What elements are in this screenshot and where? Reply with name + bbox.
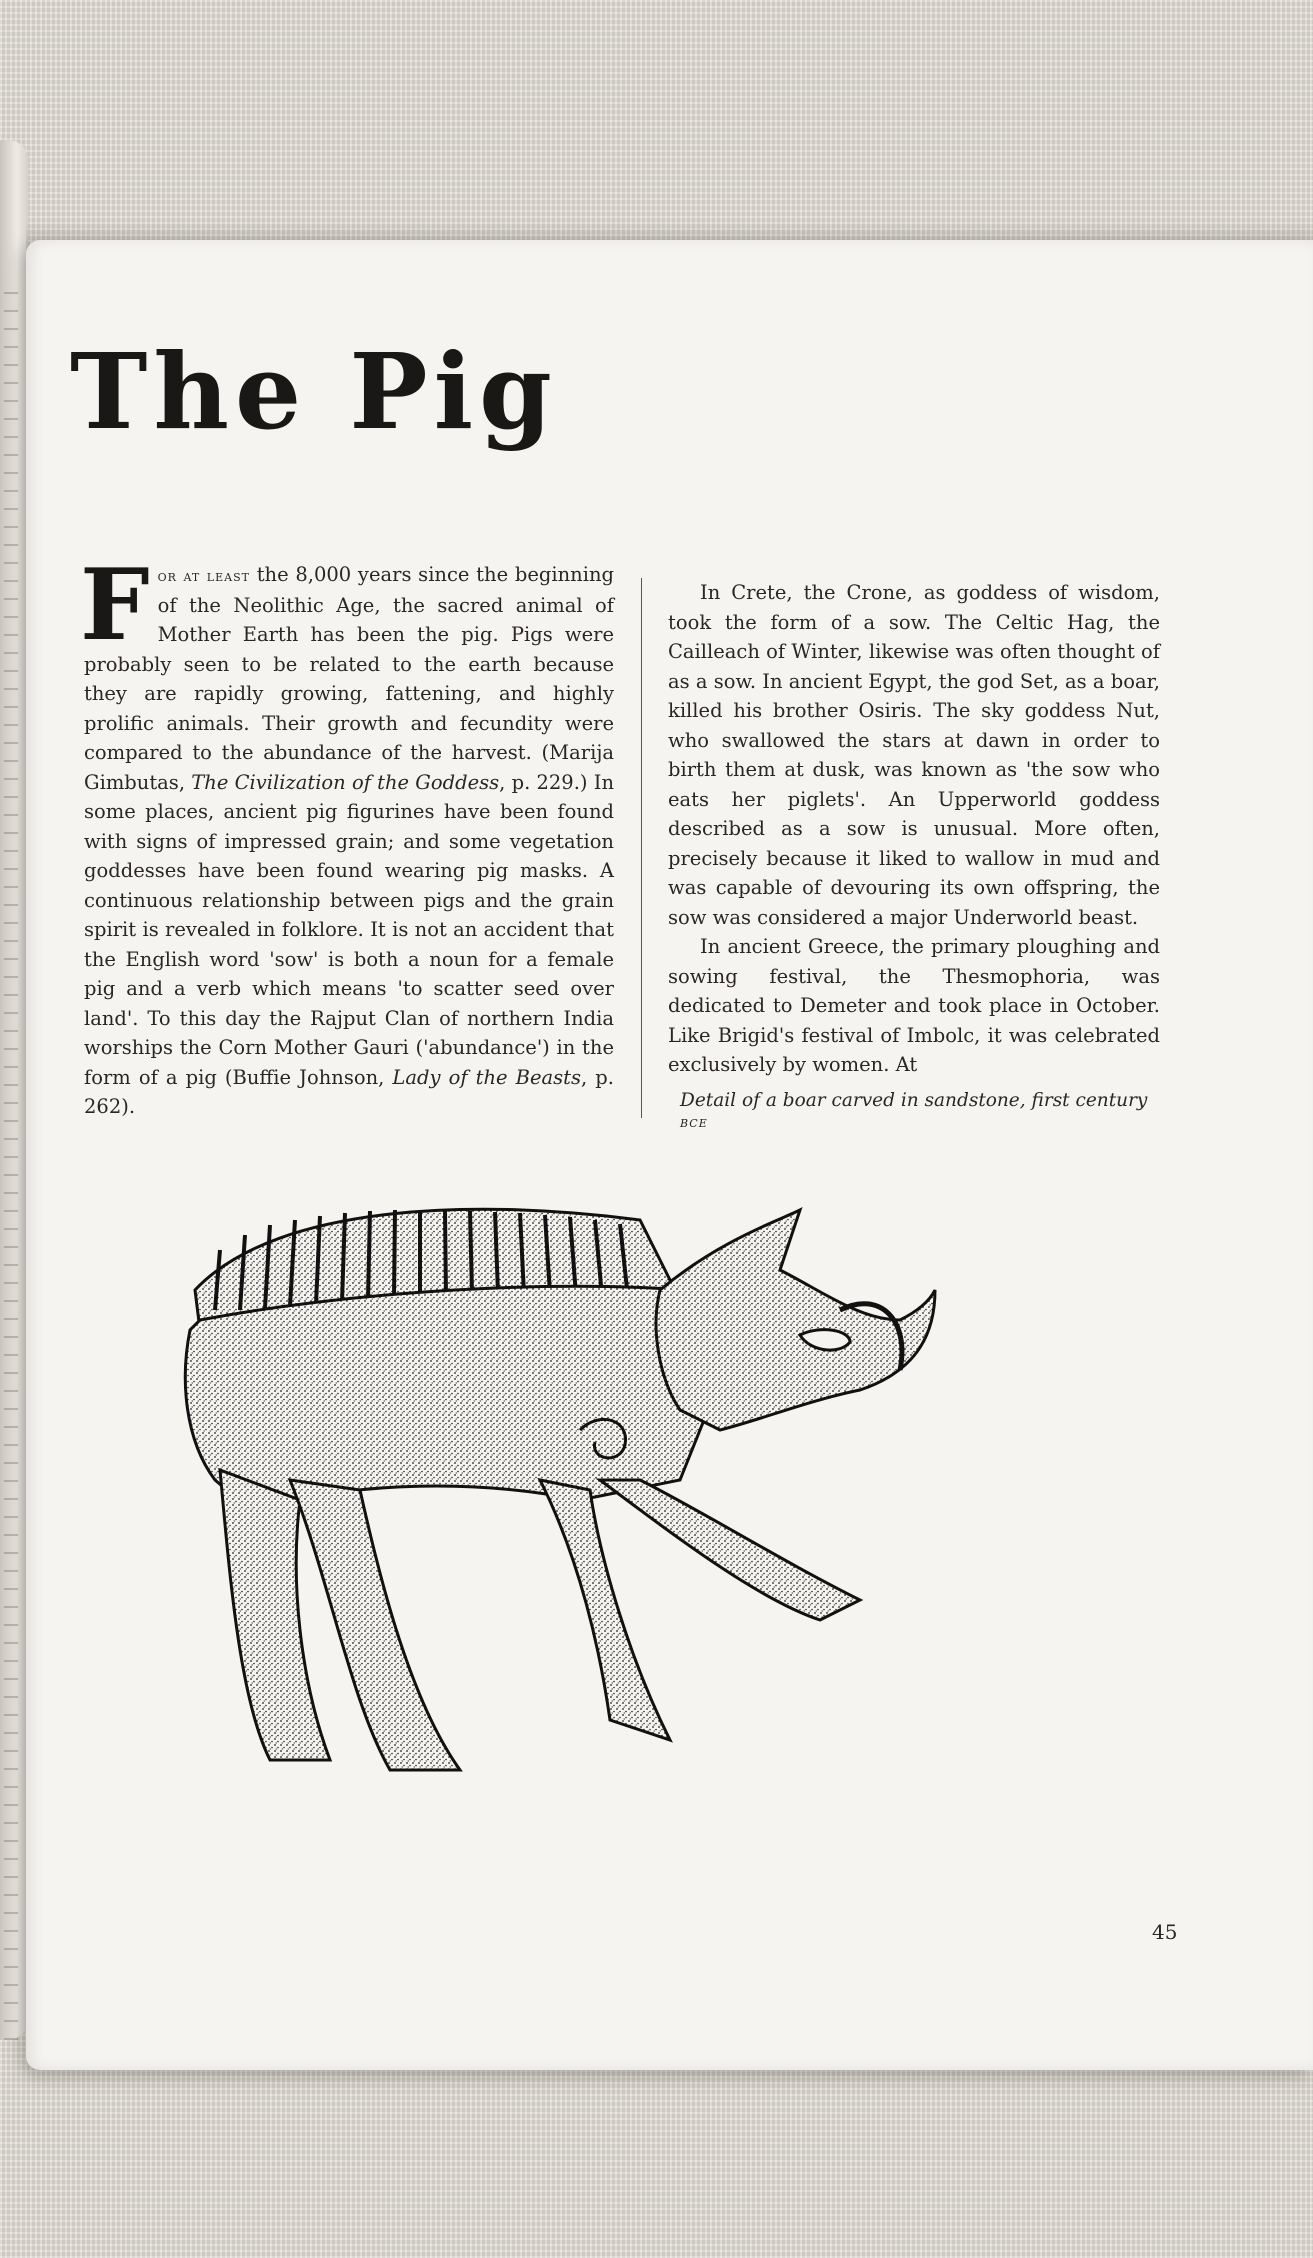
right-column: [668, 578, 1160, 1080]
drop-cap: F: [80, 548, 150, 663]
citation-rest-1: , p. 229.) In some places, ancient pig figurines have been found with signs of impressed grain; and some vegetation goddesses have been found wearing pig masks. A continuous relationship between pigs and the grain spirit is revealed in folklore. It is not an accident that the English word 'sow' is both a noun for a female pig and a verb which means 'to scatter seed over land'. To this day the Rajput Clan of northern India worships the Corn Mother Gauri ('abundance') in the form of a pig (Buffie Johnson,: [84, 770, 615, 1089]
caption-text: Detail of a boar carved in sandstone, first century: [680, 1090, 1148, 1111]
citation-title-1: The Civilization of the Goddess: [191, 770, 500, 794]
left-column: [80, 548, 615, 1122]
citation-title-2: Lady of the Beasts: [392, 1065, 582, 1089]
boar-illustration: [160, 1180, 1090, 1900]
left-body-text: the 8,000 years since the beginning of the Neolithic Age, the sacred animal of Mother Earth has been the pig. Pigs were probably seen to be related to the earth because they are rapidly growing, fattening, and highly prolific animals. Their growth and fecundity were compared to the abundance of the harvest. (Marija Gimbutas,: [84, 563, 614, 794]
page-title: The Pig: [70, 330, 558, 453]
facing-page-edge: [0, 140, 28, 2040]
right-paragraph-2: In ancient Greece, the primary ploughing and sowing festival, the Thesmophoria, was dedicated to Demeter and took place in October. Like Brigid's festival of Imbolc, it was celebrated exclusively by women. At: [668, 935, 1160, 1076]
left-paragraph: [80, 548, 615, 1122]
right-paragraph-1: In Crete, the Crone, as goddess of wisdom, took the form of a sow. The Celtic Hag, the Cailleach of Winter, likewise was often thought of as a sow. In ancient Egypt, the god Set, as a boar, killed his brother Osiris. The sky goddess Nut, who swallowed the stars at dawn in order to birth them at dusk, was known as 'the sow who eats her piglets'. An Upperworld goddess described as a sow is unusual. More often, precisely because it liked to wallow in mud and was capable of devouring its own offspring, the sow was considered a major Underworld beast.: [668, 581, 1160, 929]
figure-caption: [680, 1090, 1150, 1132]
citation-rest-2: , p. 262).: [84, 1065, 614, 1118]
caption-era: bce: [680, 1112, 708, 1131]
smallcaps-lead: or at least: [157, 566, 250, 585]
boar-legs: [220, 1470, 860, 1770]
column-divider: [641, 578, 642, 1118]
boar-body: [185, 1286, 720, 1510]
page-number: 45: [1152, 1920, 1178, 1944]
